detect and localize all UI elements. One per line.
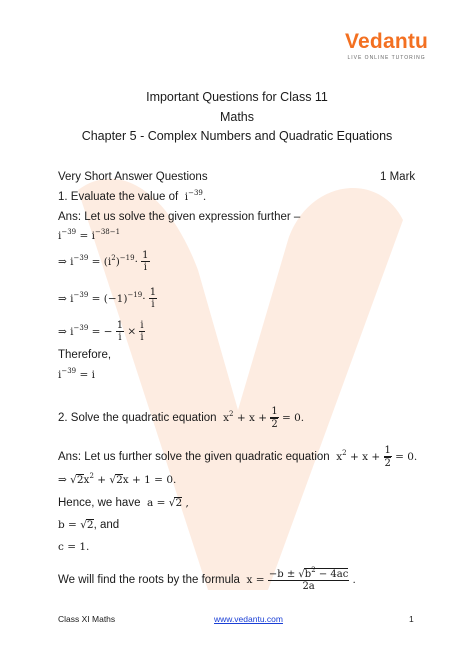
math-step-3: ⇒ $i^{-39} = (-1)^{-19}\cdot$ $\frac{1}{i}$ (58, 287, 157, 310)
hence-line: Hence, we have a = √2 , (58, 497, 189, 509)
question-1-text: 1. Evaluate the value of (58, 191, 179, 203)
answer-2-text: Ans: Let us further solve the given quadratic equation (58, 451, 330, 464)
question-2: 2. Solve the quadratic equation $x^2 + x$ + $\frac{1}{2}$ = 0. (58, 406, 305, 430)
math-step-5: ⇒ $√2x^2 + √2x + 1 = 0$. (58, 472, 177, 486)
footer-website-link[interactable]: www.vedantu.com (214, 614, 283, 624)
therefore-label: Therefore, (58, 349, 112, 361)
section-title: Very Short Answer Questions (58, 171, 208, 183)
logo-wordmark: Vedantu (345, 30, 429, 53)
doc-title: Important Questions for Class 11 (146, 90, 328, 104)
math-expr: $i^{-39}$. (181, 189, 207, 203)
roots-label: We will find the roots by the formula (58, 574, 240, 587)
b-line: b = √2, and (58, 519, 120, 531)
answer-1-intro: Ans: Let us solve the given expression further – (58, 211, 301, 223)
roots-line: We will find the roots by the formula x = $\frac{-b \pm √b^2 - 4ac}{2a}$ . (58, 566, 356, 592)
c-line: c = 1. (58, 541, 90, 553)
page-number: 1 (409, 614, 414, 624)
section-marks: 1 Mark (380, 171, 416, 183)
and-label: , and (93, 519, 120, 531)
math-result-1: $i^{-39} = i$ (58, 367, 95, 381)
doc-chapter: Chapter 5 - Complex Numbers and Quadratic Equations (81, 129, 393, 143)
vedantu-logo[interactable] (345, 30, 428, 61)
answer-2-intro: Ans: Let us further solve the given quadratic equation $x^2 + x$ + $\frac{1}{2}$ = 0. (58, 445, 418, 469)
math-step-2: ⇒ $i^{-39} = (i^2)^{-19}\cdot$ $\frac{1}{i}$ (58, 250, 149, 273)
footer-class: Class XI Maths (58, 614, 116, 624)
question-2-text: 2. Solve the quadratic equation (58, 412, 217, 425)
doc-subject: Maths (219, 110, 255, 124)
logo-tagline: LIVE ONLINE TUTORING (347, 55, 426, 61)
hence-label: Hence, we have (58, 497, 141, 509)
math-step-1: $i^{-39} = i^{-38-1}$ (58, 228, 121, 242)
question-1 (58, 191, 206, 203)
math-step-4: ⇒ $i^{-39}$ = − $\frac{1}{i}$ × $\frac{i}{i}$ (58, 320, 144, 343)
